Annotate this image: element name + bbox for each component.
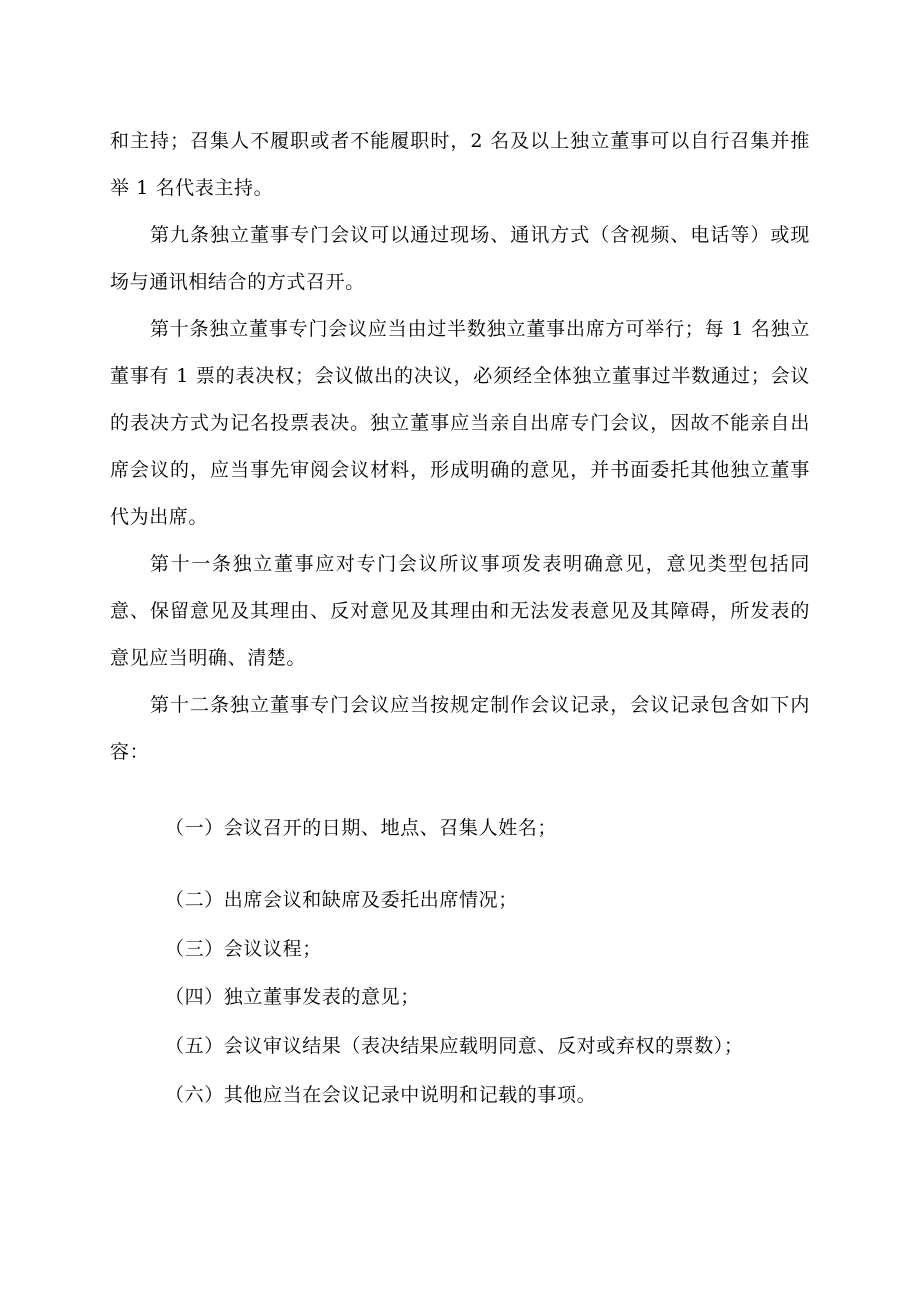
list-item-6: （六）其他应当在会议记录中说明和记载的事项。 [165, 1084, 597, 1106]
list-item-5: （五）会议审议结果（表决结果应载明同意、反对或弃权的票数）； [165, 1035, 744, 1057]
list-item-2: （二）出席会议和缺席及委托出席情况； [165, 889, 518, 911]
list-item-1: （一）会议召开的日期、地点、召集人姓名； [165, 817, 558, 839]
list-item-4: （四）独立董事发表的意见； [165, 986, 420, 1008]
article-10: 第十条独立董事专门会议应当由过半数独立董事出席方可举行；每 1 名独立董事有 1 票的表决权；会议做出的决议，必须经全体独立董事过半数通过；会议的表决方式为记名投票表决。独立董事应当亲自出席专门会议，因故不能亲自出席会议的，应当事先审阅会议材料，形成明确的意见，并书面委托其他独立董事代为出席。 [110, 318, 810, 528]
list-item-3: （三）会议议程； [165, 938, 322, 960]
article-9: 第九条独立董事专门会议可以通过现场、通讯方式（含视频、电话等）或现场与通讯相结合的方式召开。 [110, 224, 810, 293]
article-11: 第十一条独立董事应对专门会议所议事项发表明确意见，意见类型包括同意、保留意见及其理由、反对意见及其理由和无法发表意见及其障碍，所发表的意见应当明确、清楚。 [110, 553, 810, 669]
article-12: 第十二条独立董事专门会议应当按规定制作会议记录，会议记录包含如下内容： [110, 694, 810, 763]
paragraph-continuation: 和主持；召集人不履职或者不能履职时，2 名及以上独立董事可以自行召集并推举 1 名代表主持。 [110, 130, 810, 199]
